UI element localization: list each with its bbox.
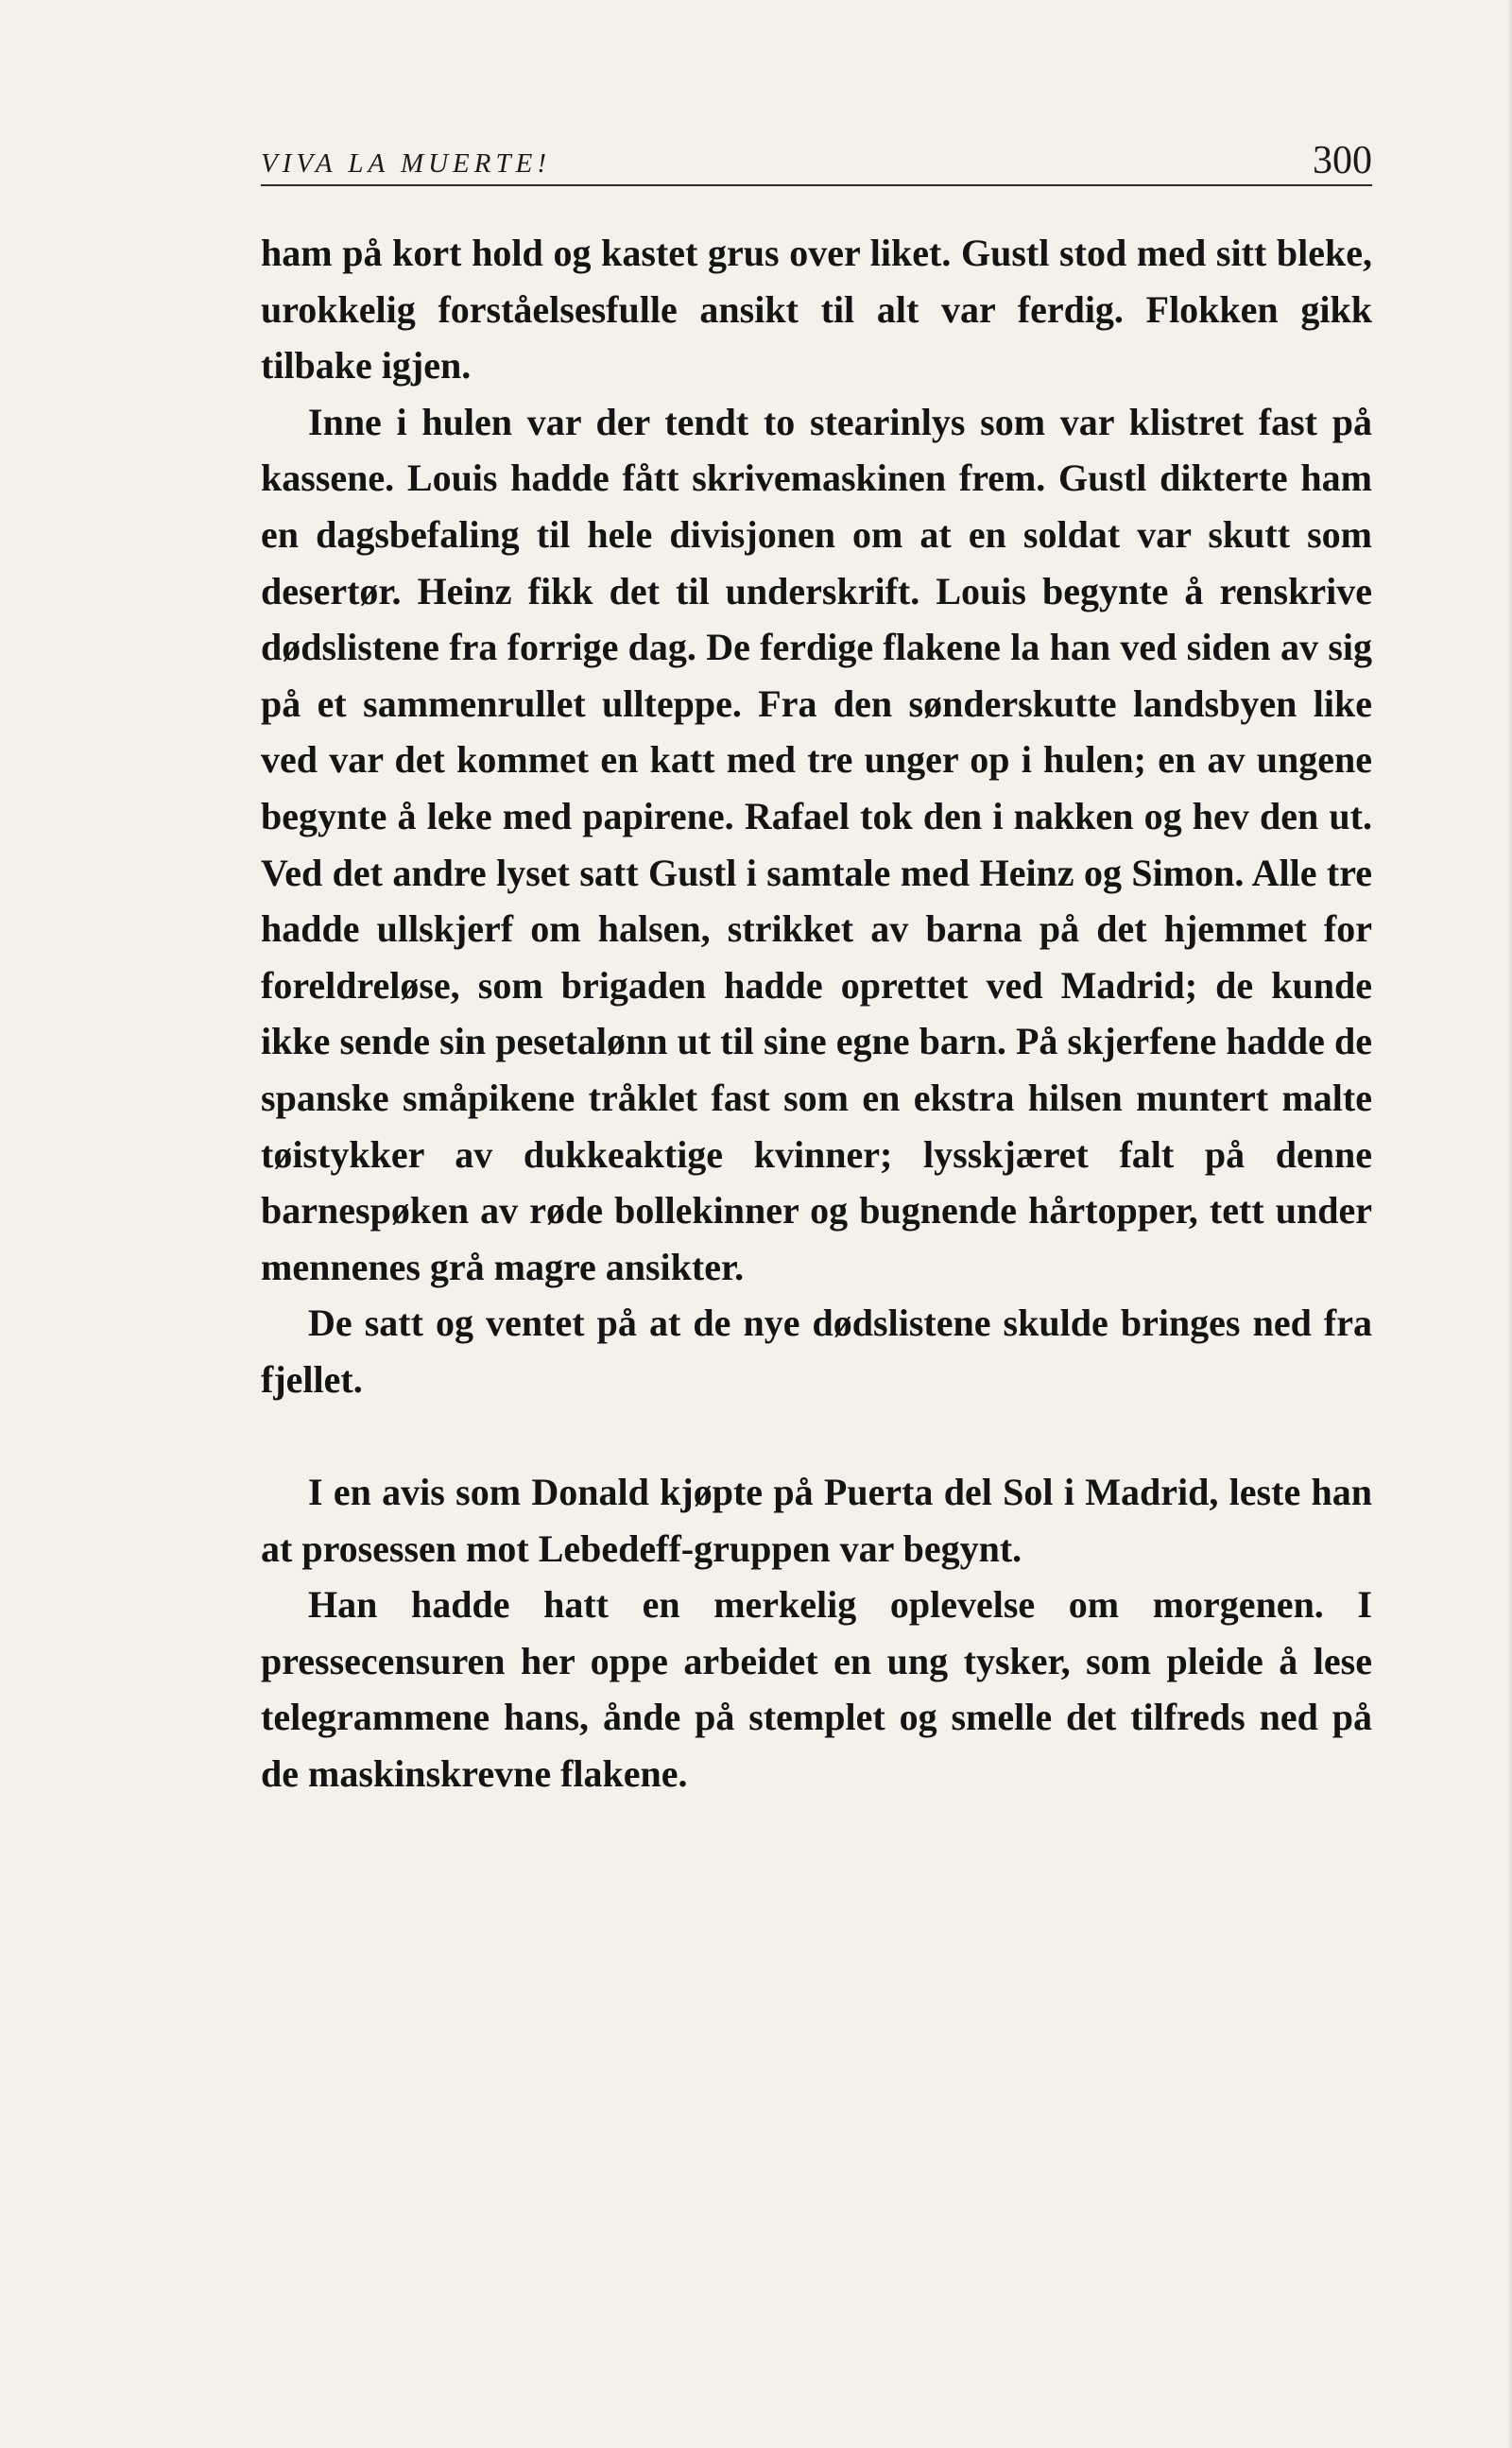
paragraph: Han hadde hatt en merkelig oplevelse om morgenen. I pressecensuren her oppe arbeidet en ung tysker, som pleide å lese telegrammene hans, ånde på stemplet og smelle det tilfreds ned på de maskinskrevne flakene. bbox=[261, 1583, 1372, 1796]
paragraph: Inne i hulen var der tendt to stearinlys som var klistret fast på kassene. Louis hadde fått skrivemaskinen frem. Gustl dikterte ham en dagsbefaling til hele divisjonen om at en soldat var skutt som desertør. Heinz fikk det til underskrift. Louis begynte å renskrive dødslistene fra forrige dag. De ferdige flakene la han ved siden av sig på et sammenrullet ullteppe. Fra den sønderskutte landsbyen like ved var det kommet en katt med tre unger op i hulen; en av ungene begynte å leke med papirene. Rafael tok den i nakken og hev den ut. Ved det andre lyset satt Gustl i samtale med Heinz og Simon. Alle tre hadde ullskjerf om halsen, strikket av barna på det hjemmet for foreldreløse, som brigaden hadde oprettet ved Madrid; de kunde ikke sende sin pesetalønn ut til sine egne barn. På skjerfene hadde de spanske småpikene tråklet fast som en ekstra hilsen muntert malte tøistykker av dukkeaktige kvinner; lysskjæret falt på denne barnespøken av røde bollekinner og bugnende hårtopper, tett under mennenes grå magre ansikter. bbox=[261, 400, 1372, 1288]
header-rule bbox=[261, 184, 1372, 186]
page-number: 300 bbox=[1313, 139, 1372, 182]
paragraph: De satt og ventet på at de nye dødslistene skulde bringes ned fra fjellet. bbox=[261, 1302, 1372, 1401]
running-title: VIVA LA MUERTE! bbox=[261, 148, 551, 179]
page-edge bbox=[1506, 0, 1512, 2448]
page-header bbox=[261, 125, 1372, 183]
paragraph: I en avis som Donald kjøpte på Puerta del Sol i Madrid, leste han at prosessen mot Lebedeff-gruppen var begynt. bbox=[261, 1471, 1372, 1570]
paragraph: ham på kort hold og kastet grus over liket. Gustl stod med sitt bleke, urokkelig forståelsesfulle ansikt til alt var ferdig. Flokken gikk tilbake igjen. bbox=[261, 232, 1372, 388]
body-text bbox=[261, 225, 1372, 1802]
